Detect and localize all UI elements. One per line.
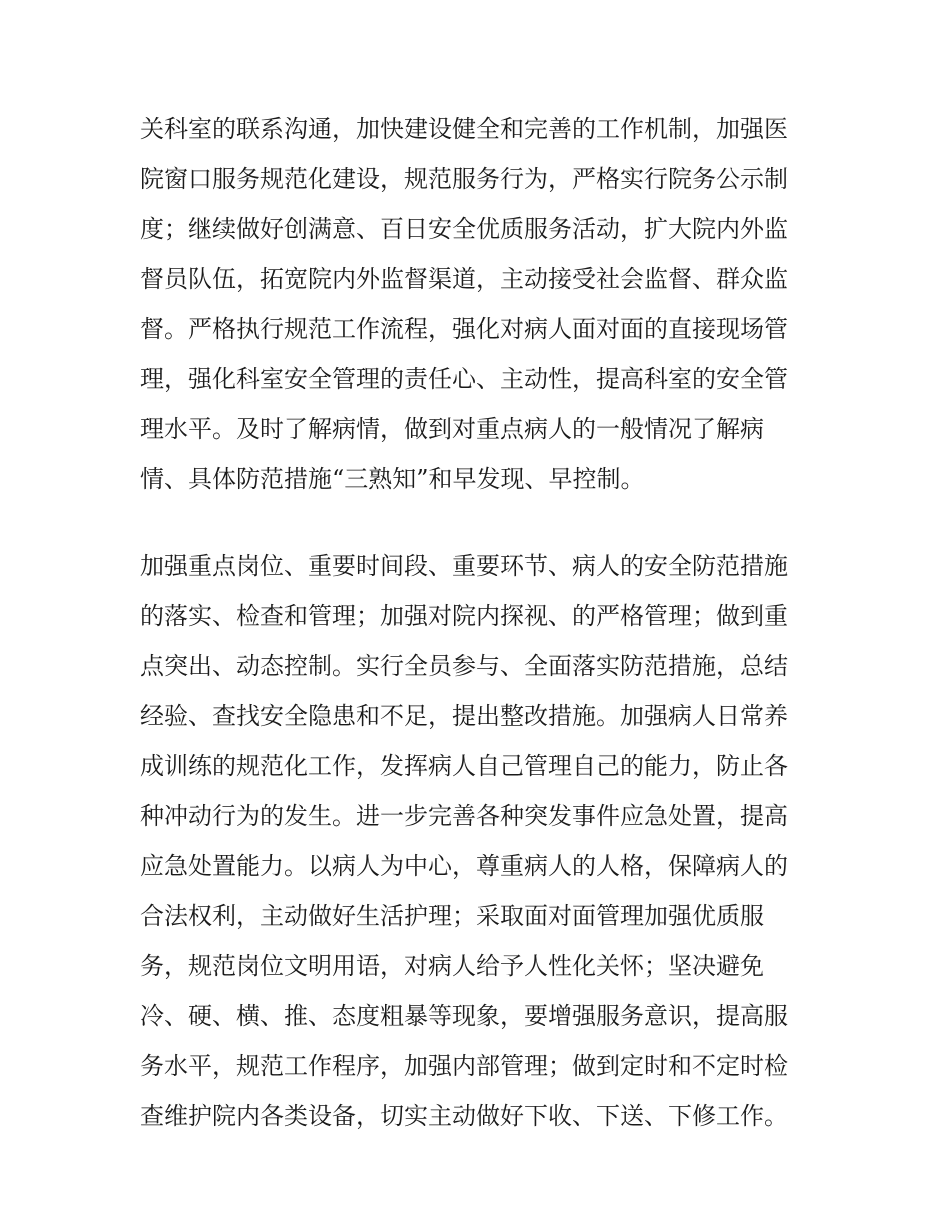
text-line: 成训练的规范化工作，发挥病人自己管理自己的能力，防止各 [140, 752, 788, 780]
text-line: 院窗口服务规范化建设，规范服务行为，严格实行院务公示制 [140, 165, 788, 193]
text-line: 度；继续做好创满意、百日安全优质服务活动，扩大院内外监 [140, 215, 788, 243]
text-line: 务水平，规范工作程序，加强内部管理；做到定时和不定时检 [140, 1052, 788, 1080]
text-line: 经验、查找安全隐患和不足，提出整改措施。加强病人日常养 [140, 702, 788, 730]
paragraph-2 [140, 541, 820, 1141]
text-line: 督。严格执行规范工作流程，强化对病人面对面的直接现场管 [140, 315, 788, 343]
text-line: 督员队伍，拓宽院内外监督渠道，主动接受社会监督、群众监 [140, 265, 788, 293]
text-line: 加强重点岗位、重要时间段、重要环节、病人的安全防范措施 [140, 552, 788, 580]
text-line: 情、具体防范措施“三熟知”和早发现、早控制。 [140, 465, 645, 493]
text-line: 的落实、检查和管理；加强对院内探视、的严格管理；做到重 [140, 602, 788, 630]
text-line: 务，规范岗位文明用语，对病人给予人性化关怀；坚决避免 [140, 952, 764, 980]
text-line: 理水平。及时了解病情，做到对重点病人的一般情况了解病 [140, 415, 764, 443]
text-line: 种冲动行为的发生。进一步完善各种突发事件应急处置，提高 [140, 802, 788, 830]
text-line: 关科室的联系沟通，加快建设健全和完善的工作机制，加强医 [140, 115, 788, 143]
text-line: 查维护院内各类设备，切实主动做好下收、下送、下修工作。 [140, 1102, 788, 1130]
text-line: 合法权利，主动做好生活护理；采取面对面管理加强优质服 [140, 902, 764, 930]
text-line: 点突出、动态控制。实行全员参与、全面落实防范措施，总结 [140, 652, 788, 680]
text-line: 冷、硬、横、推、态度粗暴等现象，要增强服务意识，提高服 [140, 1002, 788, 1030]
paragraph-1 [140, 104, 820, 504]
text-line: 理，强化科室安全管理的责任心、主动性，提高科室的安全管 [140, 365, 788, 393]
text-line: 应急处置能力。以病人为中心，尊重病人的人格，保障病人的 [140, 852, 788, 880]
body-text [140, 104, 820, 1141]
paragraph-gap [140, 504, 820, 541]
